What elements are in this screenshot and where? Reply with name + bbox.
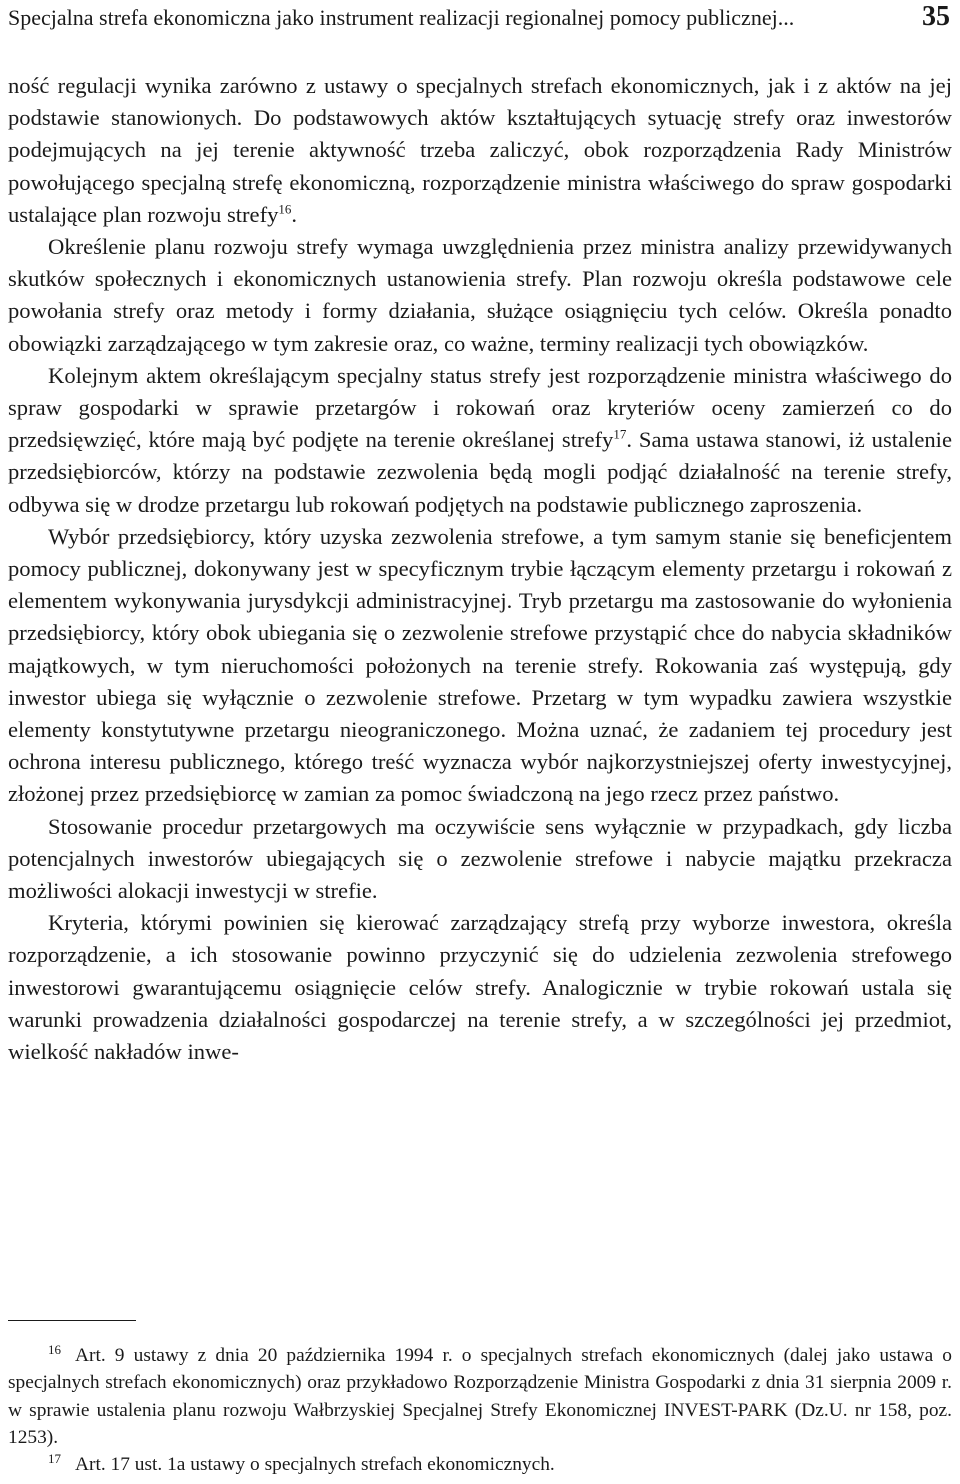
paragraph-text: Kryteria, którymi powinien się kierować zarządzający strefą przy wyborze inwestora, określa rozporządzenie, a ich stosowanie powinno przyczynić się do udzielenia zezwolenia strefowego inwestorowi gwarantującemu osiągnięcie celów strefy. Analogicznie w trybie rokowań ustala się warunki prowadzenia działalności gospodarczej na terenie strefy, a w szczególności jej przedmiot, wielkość nakładów inwe- (8, 910, 952, 1065)
paragraph-text: Wybór przedsiębiorcy, który uzyska zezwolenia strefowe, a tym samym stanie się beneficjentem pomocy publicznej, dokonywany jest w specyficznym trybie łączącym elementy przetargu i rokowań z elementem wykonywania jurysdykcji administracyjnej. Tryb przetargu ma zastosowanie do wyłonienia przedsiębiorcy, który obok ubiegania się o zezwolenie strefowe przystąpić chce do nabycia składników majątkowych, w tym nieruchomości położonych na terenie strefy. Rokowania zaś występują, gdy inwestor ubiega się wyłącznie o zezwolenie strefowe. Przetarg w tym wypadku zawiera wszystkie elementy konstytutywne przetargu nieograniczonego. Można uznać, że zadaniem tej procedury jest ochrona interesu publicznego, którego treść wyznacza wybór najkorzystniejszej oferty inwestycyjnej, złożonej przez przedsiębiorcę w zamian za pomoc świadczoną na jego rzecz przez państwo. (8, 523, 952, 807)
footnote-separator (8, 1320, 136, 1321)
body-text (8, 70, 952, 1068)
paragraph (8, 360, 952, 521)
paragraph-text: ność regulacji wynika zarówno z ustawy o specjalnych strefach ekonomicznych, jak i z aktów na jej podstawie stanowionych. Do podstawowych aktów kształtujących sytuację strefy oraz inwestorów podejmujących na jej terenie aktywność trzeba zaliczyć, obok rozporządzenia Rady Ministrów powołującego specjalną strefę ekonomiczną, rozporządzenie ministra właściwego do spraw gospodarki ustalające plan rozwoju strefy (8, 73, 952, 227)
paragraph-text: Stosowanie procedur przetargowych ma oczywiście sens wyłącznie w przypadkach, gdy liczba potencjalnych inwestorów ubiegających się o zezwolenie strefowe i nabycie majątku przekracza możliwości alokacji inwestycji w strefie. (8, 813, 952, 904)
footnote-16 (8, 1342, 952, 1451)
paragraph (8, 70, 952, 231)
paragraph-text: Określenie planu rozwoju strefy wymaga uwzględnienia przez ministra analizy przewidywanych skutków społecznych i ekonomicznych ustanowienia strefy. Plan rozwoju określa podstawowe cele powołania strefy oraz metody i formy działania, służące osiągnięciu tych celów. Określa ponadto obowiązki zarządzającego w tym zakresie oraz, co ważne, terminy realizacji tych obowiązków. (8, 234, 952, 356)
footnote-text: Art. 9 ustawy z dnia 20 października 1994 r. o specjalnych strefach ekonomicznych (dalej jako ustawa o specjalnych strefach ekonomicznych) oraz przykładowo Rozporządzenie Ministra Gospodarki z dnia 31 sierpnia 2009 r. w sprawie ustalenia planu rozwoju Wałbrzyskiej Specjalnej Strefy Ekonomicznej INVEST-PARK (Dz.U. nr 158, poz. 1253). (8, 1345, 952, 1448)
footnote-text: Art. 17 ust. 1a ustawy o specjalnych strefach ekonomicznych. (75, 1454, 555, 1476)
paragraph (8, 811, 952, 908)
footnote-reference-17[interactable]: 17 (613, 426, 627, 442)
footnote-mark: 17 (48, 1450, 61, 1466)
paragraph-text: . Sama ustawa stanowi, iż ustalenie przedsiębiorców, którzy na podstawie zezwolenia będą mogli podjąć działalność na terenie strefy, odbywa się w drodze przetargu lub rokowań podjętych na podstawie publicznego zaproszenia. (8, 427, 952, 517)
running-header (8, 0, 952, 38)
paragraph (8, 907, 952, 1068)
footnote-17 (8, 1451, 952, 1478)
paragraph-text: . (291, 201, 298, 227)
running-title: Specjalna strefa ekonomiczna jako instrument realizacji regionalnej pomocy publicznej... (8, 5, 795, 30)
paragraph-text: Kolejnym aktem określającym specjalny status strefy jest rozporządzenie ministra właściwego do spraw gospodarki w sprawie przetargów i rokowań oraz kryteriów oceny zamierzeń co do przedsięwzięć, które mają być podjęte na terenie określanej strefy (8, 362, 952, 453)
page-number: 35 (922, 1, 950, 32)
paragraph (8, 521, 952, 811)
footnote-reference-16[interactable]: 16 (278, 201, 292, 217)
paragraph (8, 231, 952, 360)
footnotes (8, 1342, 952, 1478)
footnote-mark: 16 (48, 1341, 61, 1357)
